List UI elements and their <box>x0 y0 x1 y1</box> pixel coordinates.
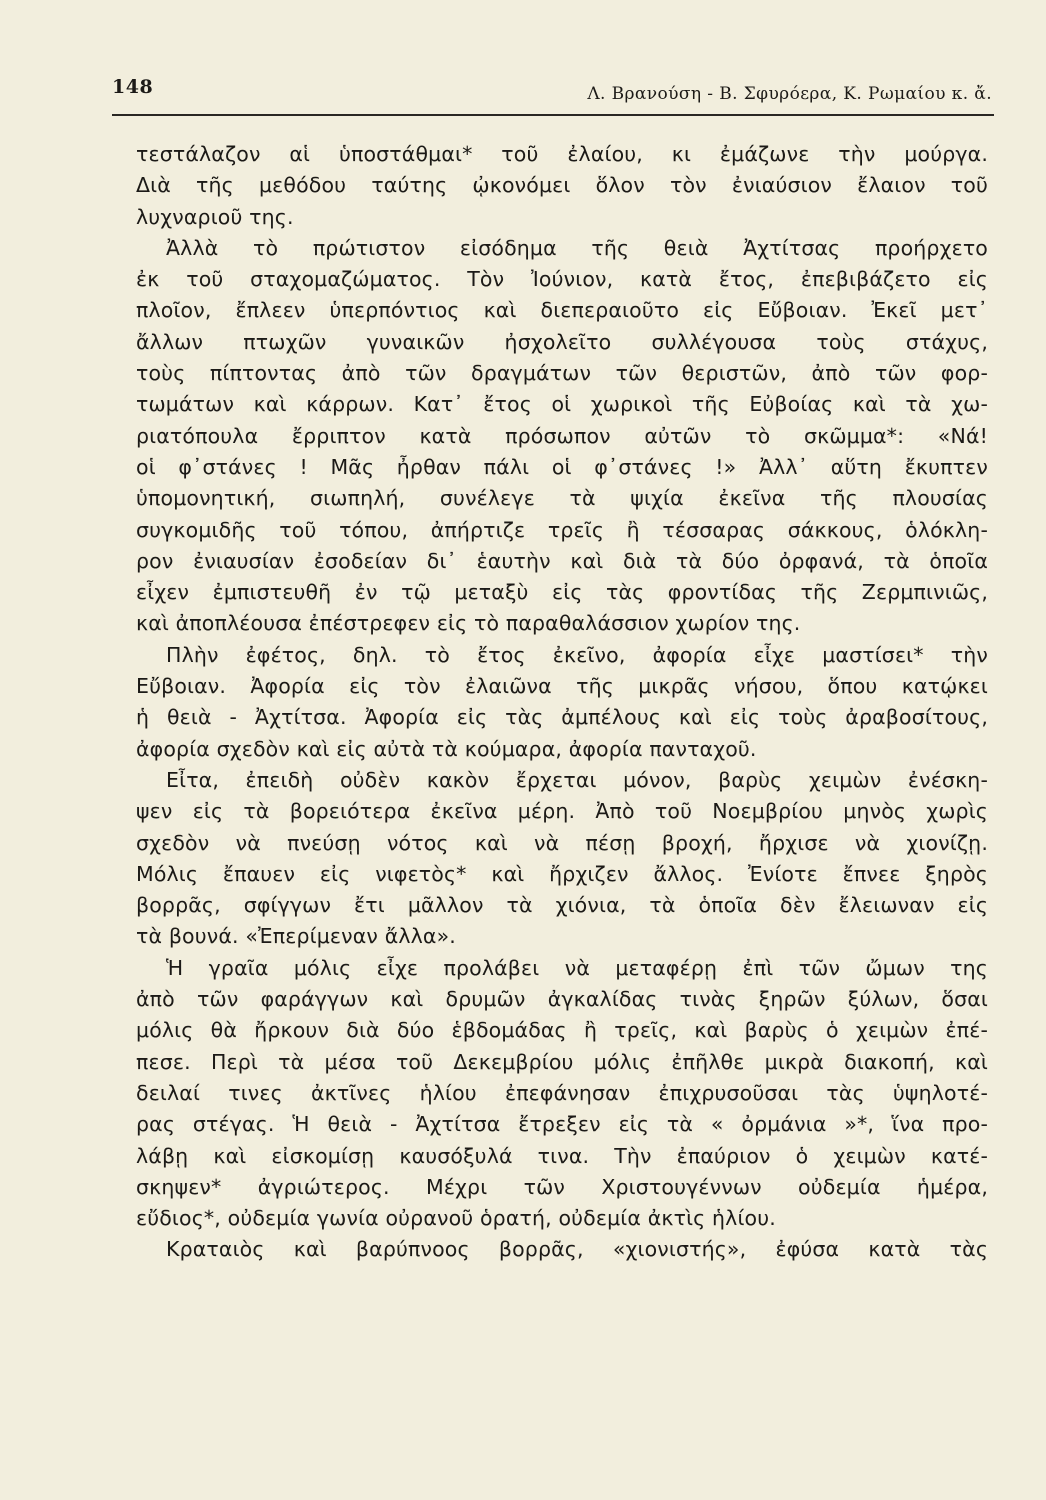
text-line: ρας στέγας. Ἡ θειὰ - Ἀχτίτσα ἔτρεξεν εἰς τὰ « ὀρμάνια »*, ἵνα προ- <box>136 1112 988 1137</box>
text-line: ψεν εἰς τὰ βορειότερα ἐκεῖνα μέρη. Ἀπὸ τοῦ Νοεμβρίου μηνὸς χωρὶς <box>136 799 988 824</box>
text-line: ἀπὸ τῶν φαράγγων καὶ δρυμῶν ἀγκαλίδας τινὰς ξηρῶν ξύλων, ὅσαι <box>136 987 988 1012</box>
text-line: συγκομιδῆς τοῦ τόπου, ἀπήρτιζε τρεῖς ἢ τέσσαρας σάκκους, ὁλόκλη- <box>136 517 988 542</box>
text-line: Ἀλλὰ τὸ πρώτιστον εἰσόδημα τῆς θειὰ Ἀχτίτσας προήρχετο <box>166 235 988 260</box>
text-line: βορρᾶς, σφίγγων ἔτι μᾶλλον τὰ χιόνια, τὰ ὁποῖα δὲν ἔλειωναν εἰς <box>136 893 988 918</box>
text-line: λάβῃ καὶ εἰσκομίσῃ καυσόξυλά τινα. Τὴν ἐπαύριον ὁ χειμὼν κατέ- <box>136 1143 988 1168</box>
text-line: οἱ φ᾿στάνες ! Μᾶς ἦρθαν πάλι οἱ φ᾿στάνες !» Ἀλλ᾿ αὕτη ἔκυπτεν <box>136 454 988 479</box>
text-line: εἶχεν ἐμπιστευθῆ ἐν τῷ μεταξὺ εἰς τὰς φροντίδας τῆς Ζερμπινιῶς, <box>136 580 988 605</box>
text-line: ἐκ τοῦ σταχομαζώματος. Τὸν Ἰούνιον, κατὰ ἔτος, ἐπεβιβάζετο εἰς <box>136 267 988 292</box>
page-header <box>112 74 992 110</box>
running-head: Λ. Βρανούση - Β. Σφυρόερα, Κ. Ρωμαίου κ. ἄ. <box>587 84 992 104</box>
text-line: καὶ ἀποπλέουσα ἐπέστρεφεν εἰς τὸ παραθαλάσσιον χωρίον της. <box>136 611 801 636</box>
text-line: Εἶτα, ἐπειδὴ οὐδὲν κακὸν ἔρχεται μόνον, βαρὺς χειμὼν ἐνέσκη- <box>166 767 988 792</box>
text-line: τὰ βουνά. «Ἐπερίμεναν ἄλλα». <box>136 924 456 949</box>
text-line: Εὔβοιαν. Ἀφορία εἰς τὸν ἐλαιῶνα τῆς μικρᾶς νήσου, ὅπου κατῴκει <box>136 674 988 699</box>
text-line: τεστάλαζον αἱ ὑποστάθμαι* τοῦ ἐλαίου, κι ἐμάζωνε τὴν μούργα. <box>136 142 988 166</box>
text-line: μόλις θὰ ἤρκουν διὰ δύο ἑβδομάδας ἢ τρεῖς, καὶ βαρὺς ὁ χειμὼν ἐπέ- <box>136 1018 988 1043</box>
text-line: Διὰ τῆς μεθόδου ταύτης ᾠκονόμει ὅλον τὸν ἐνιαύσιον ἔλαιον τοῦ <box>136 173 988 198</box>
text-line: πεσε. Περὶ τὰ μέσα τοῦ Δεκεμβρίου μόλις ἐπῆλθε μικρὰ διακοπή, καὶ <box>136 1049 988 1074</box>
text-line: Κραταιὸς καὶ βαρύπνοος βορρᾶς, «χιονιστής», ἐφύσα κατὰ τὰς <box>166 1237 988 1262</box>
text-line: ἀφορία σχεδὸν καὶ εἰς αὐτὰ τὰ κούμαρα, ἀφορία πανταχοῦ. <box>136 736 757 761</box>
header-rule <box>112 114 994 116</box>
text-line: σκηψεν* ἀγριώτερος. Μέχρι τῶν Χριστουγέννων οὐδεμία ἡμέρα, <box>136 1174 988 1199</box>
text-line: Ἡ γραῖα μόλις εἶχε προλάβει νὰ μεταφέρῃ ἐπὶ τῶν ὤμων της <box>166 955 988 980</box>
text-line: δειλαί τινες ἀκτῖνες ἡλίου ἐπεφάνησαν ἐπιχρυσοῦσαι τὰς ὑψηλοτέ- <box>136 1080 988 1105</box>
text-line: πλοῖον, ἔπλεεν ὑπερπόντιος καὶ διεπεραιοῦτο εἰς Εὔβοιαν. Ἐκεῖ μετ᾿ <box>136 298 988 323</box>
text-line: ριατόπουλα ἔρριπτον κατὰ πρόσωπον αὐτῶν τὸ σκῶμμα*: «Νά! <box>136 423 988 448</box>
text-line: λυχναριοῦ της. <box>136 204 294 229</box>
text-line: ρον ἐνιαυσίαν ἐσοδείαν δι᾿ ἑαυτὴν καὶ διὰ τὰ δύο ὀρφανά, τὰ ὁποῖα <box>136 548 988 573</box>
text-line: Πλὴν ἐφέτος, δηλ. τὸ ἔτος ἐκεῖνο, ἀφορία εἶχε μαστίσει* τὴν <box>166 642 988 667</box>
text-line: σχεδὸν νὰ πνεύσῃ νότος καὶ νὰ πέσῃ βροχή, ἤρχισε νὰ χιονίζῃ. <box>136 830 988 855</box>
body-text <box>136 139 988 1266</box>
text-line: Μόλις ἔπαυεν εἰς νιφετὸς* καὶ ἤρχιζεν ἄλλος. Ἐνίοτε ἔπνεε ξηρὸς <box>136 861 988 886</box>
text-line: τωμάτων καὶ κάρρων. Κατ᾿ ἔτος οἱ χωρικοὶ τῆς Εὐβοίας καὶ τὰ χω- <box>136 392 988 417</box>
text-line: ἡ θειὰ - Ἀχτίτσα. Ἀφορία εἰς τὰς ἀμπέλους καὶ εἰς τοὺς ἀραβοσίτους, <box>136 705 988 730</box>
text-line: τοὺς πίπτοντας ἀπὸ τῶν δραγμάτων τῶν θεριστῶν, ἀπὸ τῶν φορ- <box>136 361 988 386</box>
text-line: ἄλλων πτωχῶν γυναικῶν ἠσχολεῖτο συλλέγουσα τοὺς στάχυς, <box>136 329 988 354</box>
text-line: εὔδιος*, οὐδεμία γωνία οὐρανοῦ ὁρατή, οὐδεμία ἀκτὶς ἡλίου. <box>136 1206 776 1231</box>
text-line: ὑπομονητική, σιωπηλή, συνέλεγε τὰ ψιχία ἐκεῖνα τῆς πλουσίας <box>136 486 988 511</box>
page-number: 148 <box>112 76 154 98</box>
